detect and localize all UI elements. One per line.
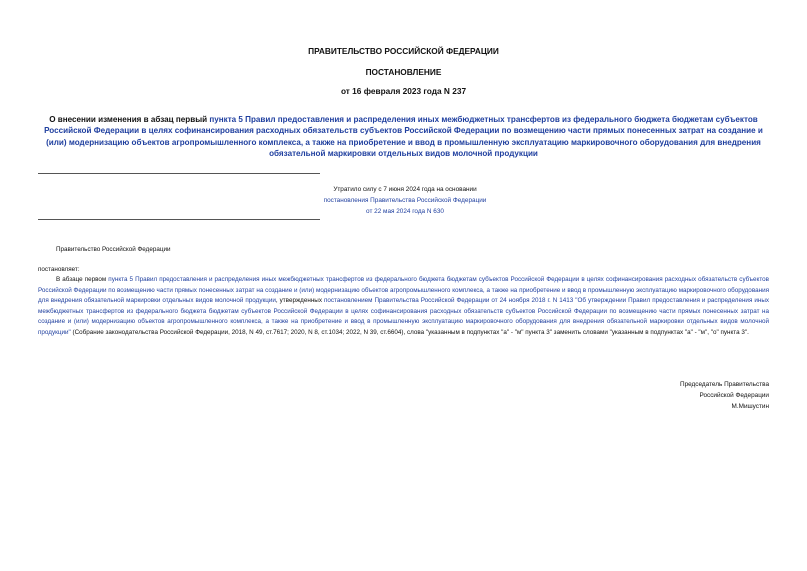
divider-bottom: [38, 219, 320, 220]
divider-top: [38, 173, 320, 174]
paragraph-mid: , утвержденных: [275, 297, 324, 305]
document-date-number: от 16 февраля 2023 года N 237: [340, 86, 467, 96]
body-decrees: постановляет:: [38, 266, 80, 273]
paragraph-link-rules[interactable]: пункта 5 Правил предоставления и распределения иных межбюджетных трансфертов из федерального бюджета бюджетам субъектов Российской Федерации в целях софинансирования расходных обязательств субъектов Российской Федерации по возмещению части прямых понесенных затрат на создание и (или) модернизацию объектов агропромышленного комплекса, а также на приобретение и ввод в промышленную эксплуатацию маркировочного оборудования для внедрения обязательной маркировки отдельных видов молочной продукции: [38, 276, 769, 305]
paragraph-end: (Собрание законодательства Российской Федерации, 2018, N 49, ст.7617; 2020, N 8, ст.1034; 2022, N 39, ст.6604), слова "указанным в подпунктах "а" - "м" пункта 3" заменить словами "указанным в подпунктах "а" - "м", "о" пункта 3".: [70, 328, 749, 336]
signature-block: [680, 379, 769, 413]
government-heading: ПРАВИТЕЛЬСТВО РОССИЙСКОЙ ФЕДЕРАЦИИ: [308, 46, 499, 56]
lost-force-line1: Утратило силу с 7 июня 2024 года на основании: [333, 186, 477, 193]
lost-force-link-date[interactable]: от 22 мая 2024 года N 630: [366, 208, 444, 215]
paragraph-start: В абзаце первом: [56, 276, 109, 283]
lost-force-note: [280, 184, 530, 217]
body-government: Правительство Российской Федерации: [56, 246, 171, 253]
signature-name: М.Мишустин: [731, 403, 769, 411]
title-link[interactable]: пункта 5 Правил предоставления и распределения иных межбюджетных трансфертов из федерального бюджета бюджетам субъектов Российской Федерации в целях софинансирования расходных обязательств субъектов Российской Федерации по возмещению части прямых понесенных затрат на создание и (или) модернизацию объектов агропромышленного комплекса, а также на приобретение и ввод в промышленную эксплуатацию маркировочного оборудования для внедрения обязательной маркировки отдельных видов молочной продукции: [44, 115, 763, 158]
title-prefix: О внесении изменения в абзац первый: [49, 115, 210, 124]
document-type: ПОСТАНОВЛЕНИЕ: [365, 67, 442, 77]
signature-line1: Председатель Правительства: [680, 381, 769, 388]
signature-line2: Российской Федерации: [699, 392, 769, 400]
document-title: [38, 114, 769, 159]
paragraph-link-decree[interactable]: постановлением Правительства Российской Федерации от 24 ноября 2018 г. N 1413 "Об утверждении Правил предоставления и распределения иных межбюджетных трансфертов из федерального бюджета бюджетам субъектов Российской Федерации в целях софинансирования расходных обязательств субъектов Российской Федерации по возмещению части прямых понесенных затрат на создание и (или) модернизацию объектов агропромышленного комплекса, а также на приобретение и ввод в промышленную эксплуатацию маркировочного оборудования для внедрения обязательной маркировки отдельных видов молочной продукции": [38, 297, 770, 336]
main-paragraph: [38, 275, 769, 339]
lost-force-link[interactable]: постановления Правительства Российской Федерации: [323, 197, 487, 204]
